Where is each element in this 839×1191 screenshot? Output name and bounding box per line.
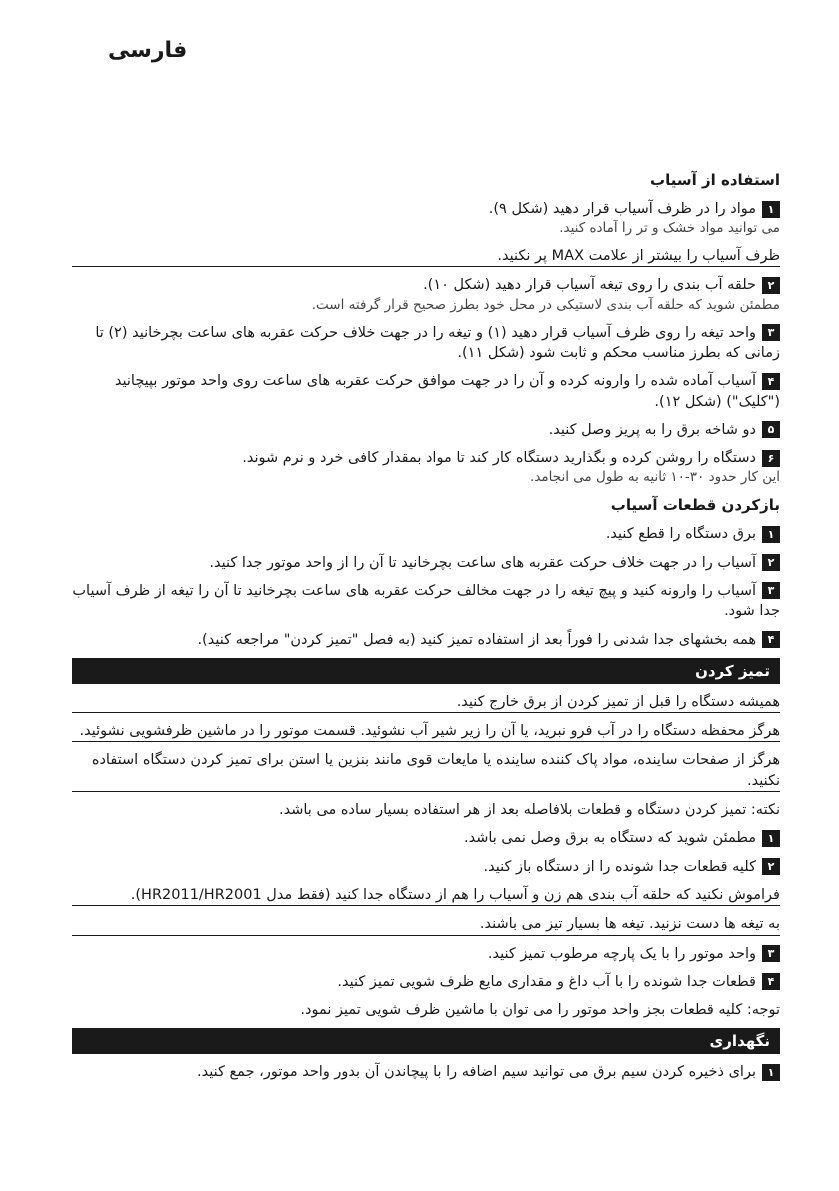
disassemble-step-4 [72, 630, 780, 650]
section-title-disassemble: بازکردن قطعات آسیاب [610, 496, 780, 515]
warning-line: هرگز از صفحات ساینده، مواد پاک کننده ساینده یا مایعات قوی مانند بنزین یا استن برای تمیز کردن دستگاه استفاده نکنید. [72, 750, 780, 792]
section-title-cleaning: تمیز کردن [72, 658, 780, 684]
step-number-badge: ۶ [762, 450, 780, 467]
use-step-1 [72, 199, 780, 238]
disassemble-step-2 [72, 553, 780, 573]
note-text: نکته: تمیز کردن دستگاه و قطعات بلافاصله بعد از هر استفاده بسیار ساده می باشد. [279, 802, 780, 819]
cleaning-step-3 [72, 944, 780, 964]
step-number-badge: ۳ [762, 582, 780, 599]
step-text: دستگاه را روشن کرده و بگذارید دستگاه کار کند تا مواد بمقدار کافی خرد و نرم شوند. [242, 450, 756, 467]
step-text: مطمئن شوید که دستگاه به برق وصل نمی باشد. [463, 830, 756, 847]
section-cleaning [72, 658, 780, 1021]
cleaning-step-4 [72, 972, 780, 992]
cleaning-step-2 [72, 857, 780, 877]
manual-content [72, 170, 780, 1091]
step-text: آسیاب آماده شده را وارونه کرده و آن را در جهت موافق حرکت عقربه های ساعت روی واحد موتور بپیچانید ("کلیک") (شکل ۱۲). [114, 373, 780, 410]
step-text: حلقه آب بندی را روی تیغه آسیاب قرار دهید (شکل ۱۰). [423, 277, 756, 294]
step-text: آسیاب را وارونه کنید و پیچ تیغه را در جهت مخالف حرکت عقربه های ساعت بچرخانید تا آن را تیغه از ظرف آسیاب جدا شود. [72, 582, 780, 620]
step-subtext: این کار حدود ۳۰-۱۰ ثانیه به طول می انجامد. [530, 469, 780, 486]
page-language-heading: فارسی [108, 38, 188, 63]
section-storage [72, 1028, 780, 1082]
step-number-badge: ۴ [762, 631, 780, 648]
use-step-3 [72, 323, 780, 364]
warning-line: به تیغه ها دست نزنید. تیغه ها بسیار تیز می باشند. [72, 914, 780, 935]
step-number-badge: ۱ [762, 526, 780, 543]
section-title-storage: نگهداری [72, 1028, 780, 1054]
step-text: برق دستگاه را قطع کنید. [605, 526, 756, 543]
step-number-badge: ۴ [762, 973, 780, 990]
section-disassemble [72, 495, 780, 649]
storage-step-1 [72, 1062, 780, 1082]
warning-line: همیشه دستگاه را قبل از تمیز کردن از برق خارج کنید. [72, 692, 780, 713]
warning-line: هرگز محفظه دستگاه را در آب فرو نبرید، یا آن را زیر شیر آب نشوئید. قسمت موتور را در ماشین ظرفشویی نشوئید. [72, 721, 780, 742]
step-text: برای ذخیره کردن سیم برق می توانید سیم اضافه را با پیچاندن آن بدور واحد موتور، جمع کنید. [196, 1064, 756, 1081]
step-text: مواد را در ظرف آسیاب قرار دهید (شکل ۹). [488, 201, 756, 217]
disassemble-step-1 [72, 524, 780, 544]
use-step-4 [72, 371, 780, 412]
step-text: واحد تیغه را روی ظرف آسیاب قرار دهید (۱) و تیغه را در جهت خلاف حرکت عقربه های ساعت بچرخانید (۲) تا زمانی که بطرز مناسب محکم و ثابت شود (شکل ۱۱). [95, 324, 780, 361]
use-step-5 [72, 420, 780, 440]
attention-text: توجه: کلیه قطعات بجز واحد موتور را می توان با ماشین ظرف شویی تمیز نمود. [300, 1002, 780, 1019]
step-subtext: مطمئن شوید که حلقه آب بندی لاستیکی در محل خود بطرز صحیح قرار گرفته است. [311, 296, 780, 313]
step-text: آسیاب را در جهت خلاف حرکت عقربه های ساعت بچرخانید تا آن را از واحد موتور جدا کنید. [209, 554, 756, 571]
step-number-badge: ۳ [762, 945, 780, 962]
step-number-badge: ۲ [762, 277, 780, 294]
step-number-badge: ۵ [762, 421, 780, 438]
section-title-use: استفاده از آسیاب [650, 171, 780, 189]
step-text: دو شاخه برق را به پریز وصل کنید. [548, 421, 756, 438]
warning-line: فراموش نکنید که حلقه آب بندی هم زن و آسیاب را هم از دستگاه جدا کنید (فقط مدل HR2011/HR2001). [72, 885, 780, 906]
step-number-badge: ۳ [762, 324, 780, 341]
step-text: قطعات جدا شونده را با آب داغ و مقداری مایع ظرف شویی تمیز کنید. [337, 973, 756, 990]
step-number-badge: ۱ [762, 1064, 780, 1081]
step-text: همه بخشهای جدا شدنی را فوراً بعد از استفاده تمیز کنید (به فصل "تمیز کردن" مراجعه کنید). [197, 631, 756, 648]
step-number-badge: ۲ [762, 858, 780, 875]
warning-line: ظرف آسیاب را بیشتر از علامت MAX پر نکنید. [72, 246, 780, 267]
step-number-badge: ۴ [762, 373, 780, 390]
use-step-2 [72, 275, 780, 314]
step-text: واحد موتور را با یک پارچه مرطوب تمیز کنید. [487, 945, 756, 962]
disassemble-step-3 [72, 581, 780, 622]
step-text: کلیه قطعات جدا شونده را از دستگاه باز کنید. [483, 858, 756, 875]
step-number-badge: ۱ [762, 201, 780, 218]
step-number-badge: ۲ [762, 554, 780, 571]
step-number-badge: ۱ [762, 830, 780, 847]
step-subtext: می توانید مواد خشک و تر را آماده کنید. [559, 220, 780, 237]
section-use [72, 170, 780, 487]
use-step-6 [72, 448, 780, 487]
cleaning-step-1 [72, 828, 780, 848]
